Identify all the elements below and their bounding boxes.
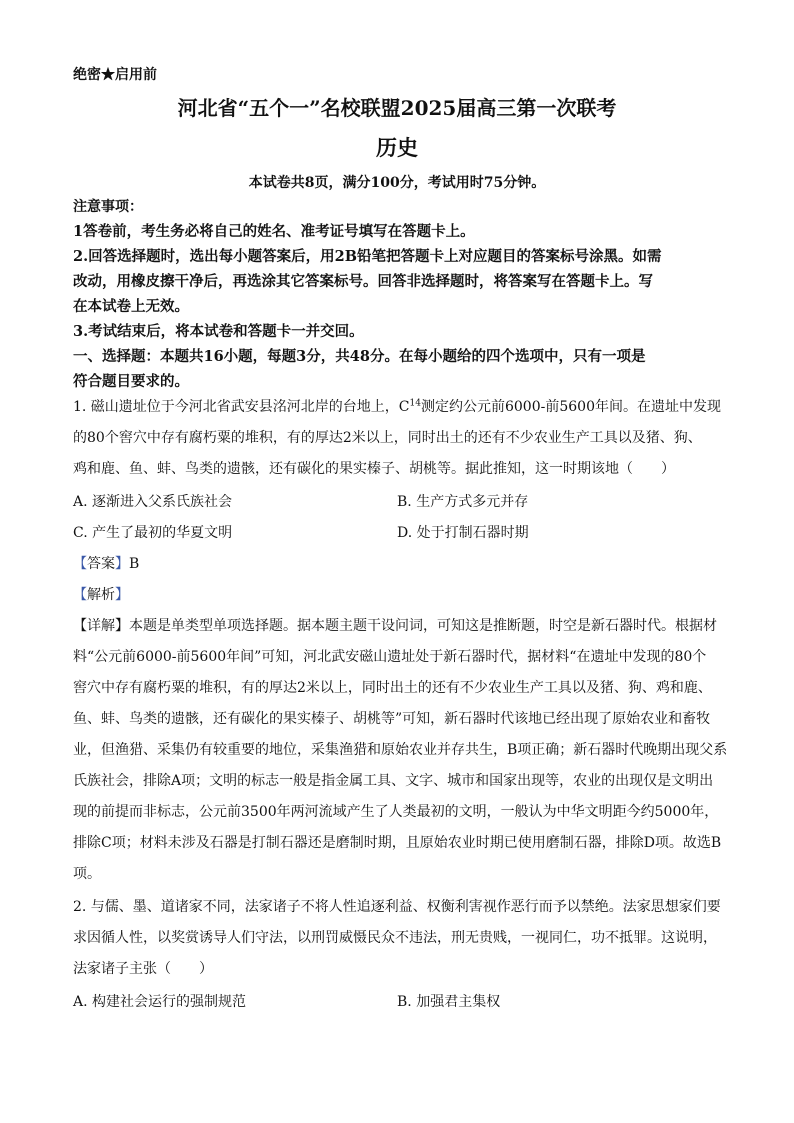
q1-analysis-tag: 【解析】 <box>73 587 129 603</box>
q1-detail-line-3: 窖穴中存有腐朽粟的堆积，有的厚达2米以上，同时出土的还有不少农业生产工具以及猪、狗、鸡和鹿、 <box>73 680 712 696</box>
q1-detail-line-7: 现的前提而非标志，公元前3500年两河流域产生了人类最初的文明，一般认为中华文明距今约5000年， <box>73 804 719 820</box>
exam-info: 本试卷共8页，满分100分，考试用时75分钟。 <box>248 175 546 191</box>
note-2-line-3: 在本试卷上无效。 <box>73 298 189 315</box>
q1-stem-line-1: 1. 磁山遗址位于今河北省武安县洺河北岸的台地上，$C^{14}$测定约公元前6000-前5600年间。在遗址中发现 <box>73 398 721 415</box>
confidential-label: 绝密★启用前 <box>73 67 157 83</box>
note-3: 3.考试结束后，将本试卷和答题卡一并交回。 <box>73 323 364 340</box>
q1-detail-line-2: 料“公元前6000-前5600年间”可知，河北武安磁山遗址处于新石器时代，据材料“在遗址中发现的80个 <box>73 649 707 665</box>
q1-detail-line-6: 氏族社会，排除A项；文明的标志一般是指金属工具、文字、城市和国家出现等，农业的出现仅是文明出 <box>73 773 714 789</box>
q1-stem-line-3: 鸡和鹿、鱼、蚌、鸟类的遗骸，还有碳化的果实榛子、胡桃等。据此推知，这一时期该地（ ） <box>73 461 675 477</box>
q1-detail-line-9: 项。 <box>73 866 101 882</box>
q1-option-a: A. 逐渐进入父系氏族社会 <box>73 494 233 510</box>
q2-option-a: A. 构建社会运行的强制规范 <box>73 994 247 1010</box>
isotope-superscript: 14 <box>409 398 421 409</box>
q1-option-c: C. 产生了最初的华夏文明 <box>73 525 233 541</box>
answer-tag: 答案 <box>87 556 115 572</box>
note-2-line-2: 改动，用橡皮擦干净后，再选涂其它答案标号。回答非选择题时，将答案写在答题卡上。写 <box>73 273 653 290</box>
q2-stem-line-3: 法家诸子主张（ ） <box>73 961 213 977</box>
q2-stem-line-2: 求因循人性，以奖赏诱导人们守法，以刑罚威慑民众不违法，刑无贵贱，一视同仁，功不抵罪。这说明， <box>73 930 717 946</box>
notes-heading: 注意事项： <box>73 199 143 215</box>
detail-tag: 详解 <box>87 618 115 634</box>
q1-option-b: B. 生产方式多元并存 <box>397 494 529 510</box>
section-heading-line-1: 一、选择题：本题共16小题，每题3分，共48分。在每小题给的四个选项中，只有一项是 <box>73 348 646 365</box>
exam-title: 河北省“五个一”名校联盟2025届高三第一次联考 <box>177 96 617 120</box>
q1-detail-line-1: 【详解】本题是单类型单项选择题。据本题主题干设问词，可知这是推断题，时空是新石器时代。根据材 <box>73 618 717 634</box>
section-heading-line-2: 符合题目要求的。 <box>73 373 189 390</box>
q1-answer: 【答案】B <box>73 556 140 572</box>
note-2-line-1: 2.回答选择题时，选出每小题答案后，用2B铅笔把答题卡上对应题目的答案标号涂黑。如需 <box>73 248 662 265</box>
subject-title: 历史 <box>376 135 418 160</box>
note-1: 1答卷前，考生务必将自己的姓名、准考证号填写在答题卡上。 <box>73 223 475 240</box>
q2-option-b: B. 加强君主集权 <box>397 994 501 1010</box>
q1-detail-line-8: 排除C项；材料未涉及石器是打制石器还是磨制时期，且原始农业时期已使用磨制石器，排除D项。故选B <box>73 835 722 851</box>
q1-option-d: D. 处于打制石器时期 <box>397 525 529 541</box>
q1-detail-line-5: 业，但渔猎、采集仍有较重要的地位，采集渔猎和原始农业并存共生，B项正确；新石器时代晚期出现父系 <box>73 742 728 758</box>
answer-value: B <box>129 556 140 572</box>
q1-stem-line-2: 的80个窖穴中存有腐朽粟的堆积，有的厚达2米以上，同时出土的还有不少农业生产工具以及猪、狗、 <box>73 430 702 446</box>
q1-detail-line-4: 鱼、蚌、鸟类的遗骸，还有碳化的果实榛子、胡桃等”可知，新石器时代该地已经出现了原始农业和畜牧 <box>73 711 711 727</box>
q2-stem-line-1: 2. 与儒、墨、道诸家不同，法家诸子不将人性追逐利益、权衡利害视作恶行而予以禁绝。法家思想家们要 <box>73 899 721 915</box>
